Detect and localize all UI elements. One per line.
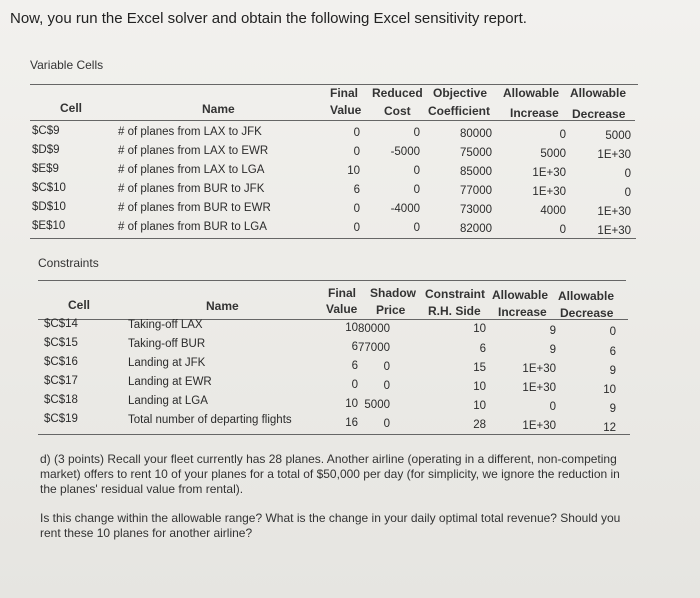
table-row-shadow: 0	[383, 418, 390, 430]
table-row-reduced: 0	[413, 222, 420, 234]
var-header-cell: Cell	[60, 101, 83, 115]
table-row-final: 6	[353, 184, 360, 196]
table-row-decrease: 9	[609, 365, 616, 377]
table-row-decrease: 1E+30	[597, 225, 631, 237]
table-row-rhs: 10	[473, 381, 486, 393]
table-row-cell: $D$9	[32, 144, 60, 156]
table-row-increase: 1E+30	[532, 167, 566, 179]
table-row-increase: 9	[549, 344, 556, 356]
table-row-decrease: 12	[603, 422, 616, 434]
question-block	[40, 452, 630, 555]
table-row-decrease: 6	[609, 346, 616, 358]
var-header-final-bottom: Value	[330, 103, 362, 117]
var-header-inc-top: Allowable	[503, 86, 560, 100]
var-header-objective-top: Objective	[433, 86, 488, 100]
table-row-cell: $E$10	[32, 220, 66, 232]
table-row-reduced: 0	[413, 184, 420, 196]
table-row-shadow: 80000	[358, 323, 390, 335]
constraints-bottom-rule	[38, 434, 630, 435]
con-header-inc-bottom: Increase	[498, 305, 547, 319]
variable-cells-title: Variable Cells	[30, 58, 104, 72]
table-row-objective: 73000	[460, 204, 492, 216]
table-row-cell: $C$17	[44, 375, 78, 387]
con-header-shadow-top: Shadow	[370, 286, 417, 300]
table-row-objective: 80000	[460, 128, 492, 140]
table-row-cell: $D$10	[32, 201, 66, 213]
con-header-dec-top: Allowable	[558, 289, 615, 303]
var-header-objective-bottom: Coefficient	[428, 104, 491, 118]
intro-text: Now, you run the Excel solver and obtain the following Excel sensitivity report.	[10, 10, 527, 27]
table-row-name: Landing at JFK	[128, 357, 206, 369]
table-row-rhs: 28	[473, 419, 486, 431]
table-row-cell: $C$15	[44, 337, 78, 349]
table-row-decrease: 1E+30	[597, 149, 631, 161]
con-header-final-top: Final	[328, 286, 357, 300]
table-row-increase: 4000	[540, 205, 566, 217]
table-row-increase: 5000	[540, 148, 566, 160]
table-row-cell: $C$10	[32, 182, 66, 194]
table-row-final: 6	[351, 360, 358, 372]
table-row-cell: $C$9	[32, 125, 60, 137]
question-followup: Is this change within the allowable range? What is the change in your daily optimal total revenue? Should you rent these 10 planes for another airline?	[40, 511, 621, 540]
table-row-decrease: 10	[603, 384, 616, 396]
con-header-dec-bottom: Decrease	[560, 306, 614, 320]
table-row-name: # of planes from BUR to EWR	[118, 202, 271, 214]
table-row-name: Taking-off LAX	[128, 319, 203, 331]
table-row-reduced: 0	[413, 127, 420, 139]
table-row-cell: $C$14	[44, 318, 78, 330]
table-row-increase: 1E+30	[532, 186, 566, 198]
table-row-rhs: 10	[473, 323, 486, 335]
table-row-rhs: 6	[479, 343, 486, 355]
constraints-title: Constraints	[38, 256, 99, 270]
table-row-shadow: 0	[383, 380, 390, 392]
table-row-shadow: 77000	[358, 342, 390, 354]
con-header-name: Name	[206, 299, 239, 313]
table-row-final: 10	[345, 398, 358, 410]
table-row-decrease: 0	[609, 326, 616, 338]
table-row-final: 10	[347, 165, 360, 177]
constraints-top-rule	[38, 280, 626, 281]
table-row-name: # of planes from LAX to EWR	[118, 145, 269, 157]
con-header-inc-top: Allowable	[492, 288, 549, 302]
table-row-decrease: 1E+30	[597, 206, 631, 218]
table-row-decrease: 0	[624, 187, 631, 199]
table-row-final: 10	[345, 322, 358, 334]
table-row-final: 0	[353, 203, 360, 215]
table-row-shadow: 5000	[364, 399, 390, 411]
var-header-name: Name	[202, 102, 235, 116]
table-row-cell: $E$9	[32, 163, 59, 175]
table-row-reduced: -4000	[390, 203, 420, 215]
table-row-name: # of planes from BUR to JFK	[118, 183, 265, 195]
variable-cells-top-rule	[30, 84, 638, 85]
var-header-reduced-bottom: Cost	[384, 104, 411, 118]
table-row-objective: 75000	[460, 147, 492, 159]
table-row-increase: 1E+30	[522, 420, 556, 432]
table-row-cell: $C$16	[44, 356, 78, 368]
con-header-rhs-bottom: R.H. Side	[428, 304, 481, 318]
table-row-final: 0	[351, 379, 358, 391]
table-row-increase: 1E+30	[522, 363, 556, 375]
table-row-rhs: 10	[473, 400, 486, 412]
con-header-rhs-top: Constraint	[425, 287, 485, 301]
con-header-cell: Cell	[68, 298, 91, 312]
var-header-dec-top: Allowable	[570, 86, 627, 100]
table-row-final: 0	[353, 127, 360, 139]
var-header-dec-bottom: Decrease	[572, 107, 626, 121]
table-row-increase: 0	[559, 224, 566, 236]
table-row-final: 0	[353, 146, 360, 158]
table-row-final: 16	[345, 417, 358, 429]
table-row-reduced: 0	[413, 165, 420, 177]
table-row-objective: 85000	[460, 166, 492, 178]
table-row-name: # of planes from BUR to LGA	[118, 221, 267, 233]
table-row-rhs: 15	[473, 362, 486, 374]
table-row-cell: $C$19	[44, 413, 78, 425]
table-row-increase: 0	[559, 129, 566, 141]
table-row-objective: 77000	[460, 185, 492, 197]
table-row-decrease: 0	[624, 168, 631, 180]
con-header-shadow-bottom: Price	[376, 303, 406, 317]
table-row-decrease: 5000	[605, 130, 631, 142]
table-row-name: Landing at EWR	[128, 376, 212, 388]
table-row-name: Taking-off BUR	[128, 338, 206, 350]
var-header-inc-bottom: Increase	[510, 106, 559, 120]
table-row-name: Total number of departing flights	[128, 414, 292, 426]
table-row-increase: 1E+30	[522, 382, 556, 394]
table-row-final: 0	[353, 222, 360, 234]
table-row-final: 6	[351, 341, 358, 353]
var-header-reduced-top: Reduced	[372, 86, 423, 100]
var-header-final-top: Final	[330, 86, 359, 100]
table-row-name: Landing at LGA	[128, 395, 208, 407]
table-row-name: # of planes from LAX to LGA	[118, 164, 265, 176]
variable-cells-bottom-rule	[30, 238, 636, 239]
constraints-header-rule	[38, 319, 628, 320]
table-row-increase: 9	[549, 325, 556, 337]
table-row-decrease: 9	[609, 403, 616, 415]
con-header-final-bottom: Value	[326, 302, 358, 316]
question-part-d: d) (3 points) Recall your fleet currently has 28 planes. Another airline (operating in a different, non-competing market) offers to rent 10 of your planes for a total of $50,000 per day (for simplicity, we ignore the reduction in the planes' residual value from rental).	[40, 452, 620, 496]
table-row-cell: $C$18	[44, 394, 78, 406]
table-row-shadow: 0	[383, 361, 390, 373]
table-row-objective: 82000	[460, 223, 492, 235]
table-row-reduced: -5000	[390, 146, 420, 158]
variable-cells-header-rule	[30, 120, 635, 121]
table-row-name: # of planes from LAX to JFK	[118, 126, 262, 138]
table-row-increase: 0	[549, 401, 556, 413]
